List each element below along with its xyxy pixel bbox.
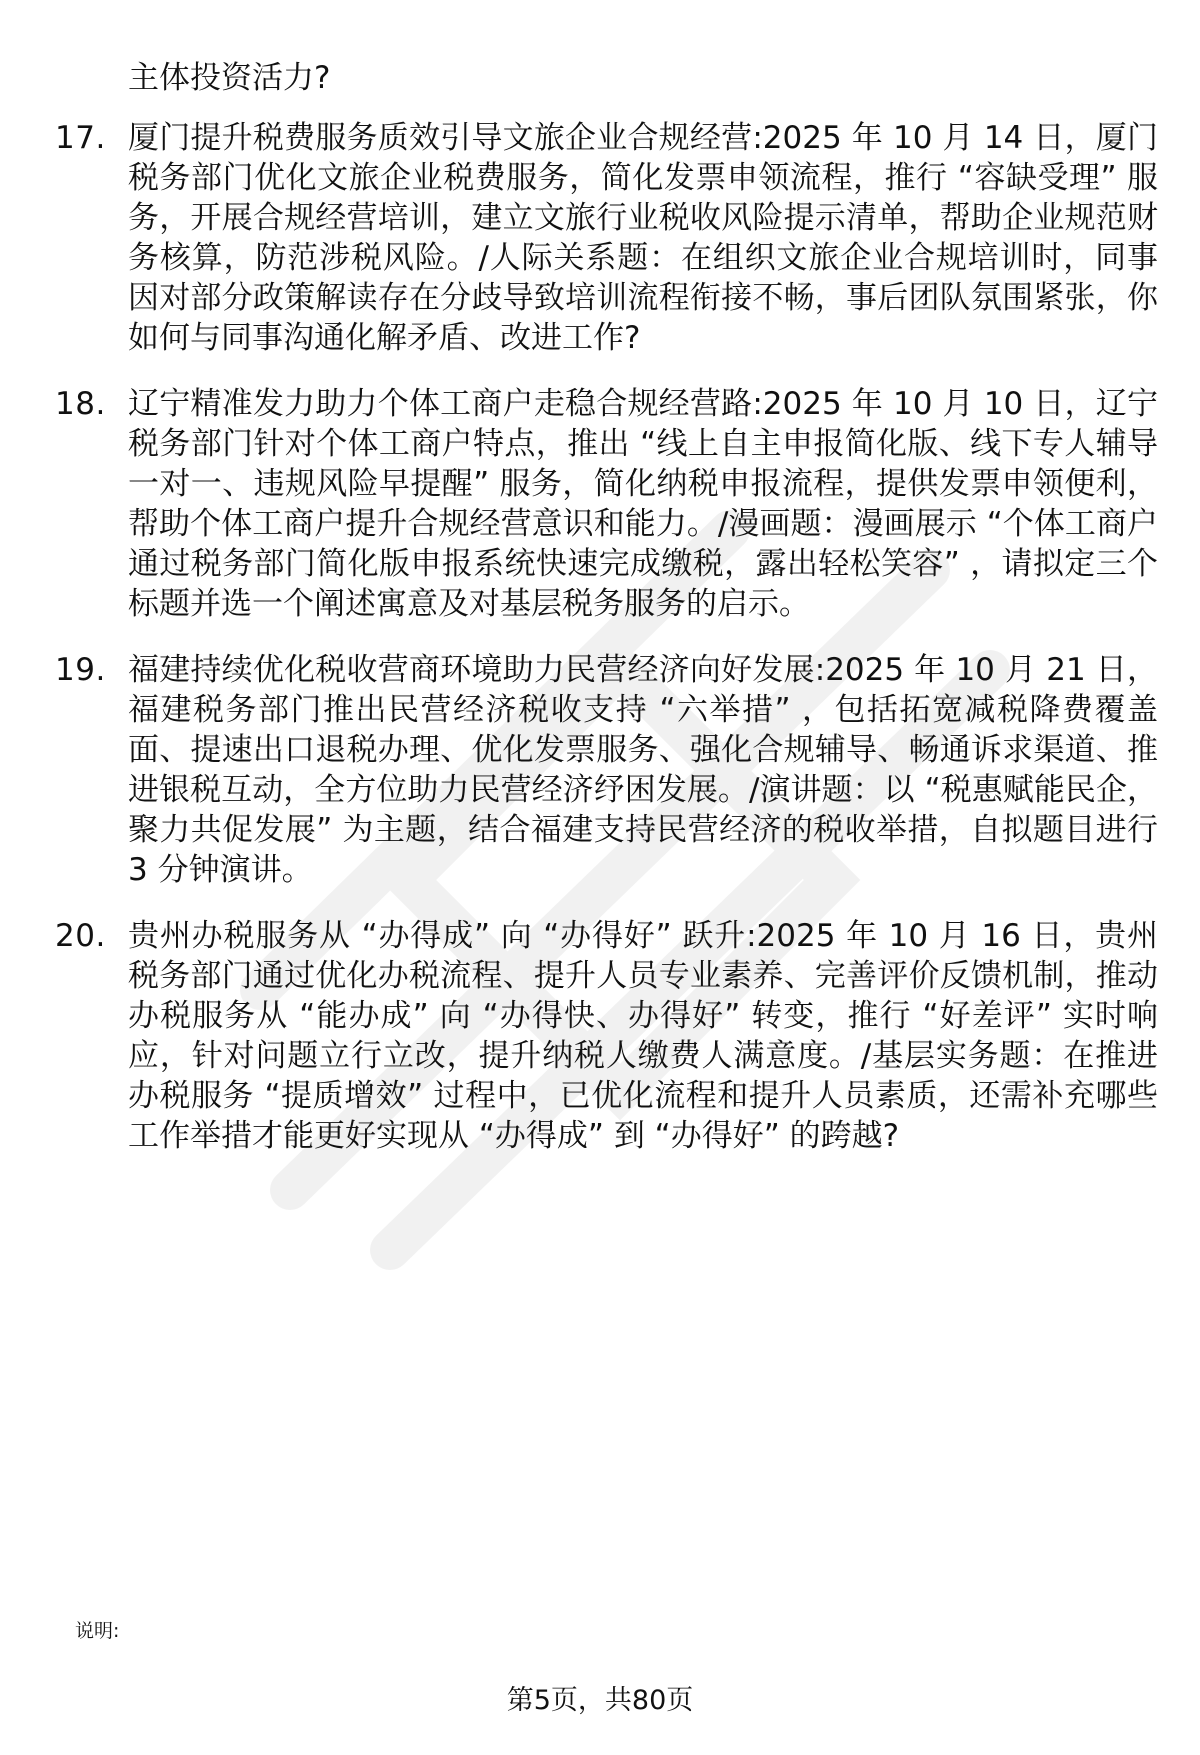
question-text: 厦门提升税费服务质效引导文旅企业合规经营:2025 年 10 月 14 日，厦门税务部门优化文旅企业税费服务，简化发票申领流程，推行 “容缺受理” 服务，开展合规经营培训，建立文旅行业税收风险提示清单，帮助企业规范财务核算，防范涉税风险。/人际关系题：在组织文旅企业合规培训时，同事因对部分政策解读存在分歧导致培训流程衔接不畅，事后团队氛围紧张，你如何与同事沟通化解矛盾、改进工作?: [128, 120, 1158, 356]
question-item-17: [0, 118, 1200, 358]
question-number: 20.: [55, 918, 106, 954]
question-text: 辽宁精准发力助力个体工商户走稳合规经营路:2025 年 10 月 10 日，辽宁税务部门针对个体工商户特点，推出 “线上自主申报简化版、线下专人辅导一对一、违规风险早提醒” 服务，简化纳税申报流程，提供发票申领便利，帮助个体工商户提升合规经营意识和能力。/漫画题：漫画展示 “个体工商户通过税务部门简化版申报系统快速完成缴税，露出轻松笑容” ，请拟定三个标题并选一个阐述寓意及对基层税务服务的启示。: [128, 386, 1158, 622]
question-text: 贵州办税服务从 “办得成” 向 “办得好” 跃升:2025 年 10 月 16 日，贵州税务部门通过优化办税流程、提升人员专业素养、完善评价反馈机制，推动办税服务从 “能办成” 向 “办得快、办得好” 转变，推行 “好差评” 实时响应，针对问题立行立改，提升纳税人缴费人满意度。/基层实务题：在推进办税服务 “提质增效” 过程中，已优化流程和提升人员素质，还需补充哪些工作举措才能更好实现从 “办得成” 到 “办得好” 的跨越?: [128, 918, 1158, 1154]
question-item-18: [0, 384, 1200, 624]
question-number: 17.: [55, 120, 106, 156]
question-item-20: [0, 916, 1200, 1156]
page-footer: 第5页，共80页: [506, 1685, 694, 1716]
question-list: [0, 118, 1200, 1182]
continuation-text: 主体投资活力?: [128, 60, 331, 96]
note-label: 说明:: [75, 1620, 120, 1642]
question-text: 福建持续优化税收营商环境助力民营经济向好发展:2025 年 10 月 21 日，福建税务部门推出民营经济税收支持 “六举措” ，包括拓宽减税降费覆盖面、提速出口退税办理、优化发票服务、强化合规辅导、畅通诉求渠道、推进银税互动，全方位助力民营经济纾困发展。/演讲题：以 “税惠赋能民企，聚力共促发展” 为主题，结合福建支持民营经济的税收举措，自拟题目进行 3 分钟演讲。: [128, 652, 1158, 888]
question-number: 19.: [55, 652, 106, 688]
question-number: 18.: [55, 386, 106, 422]
question-item-19: [0, 650, 1200, 890]
